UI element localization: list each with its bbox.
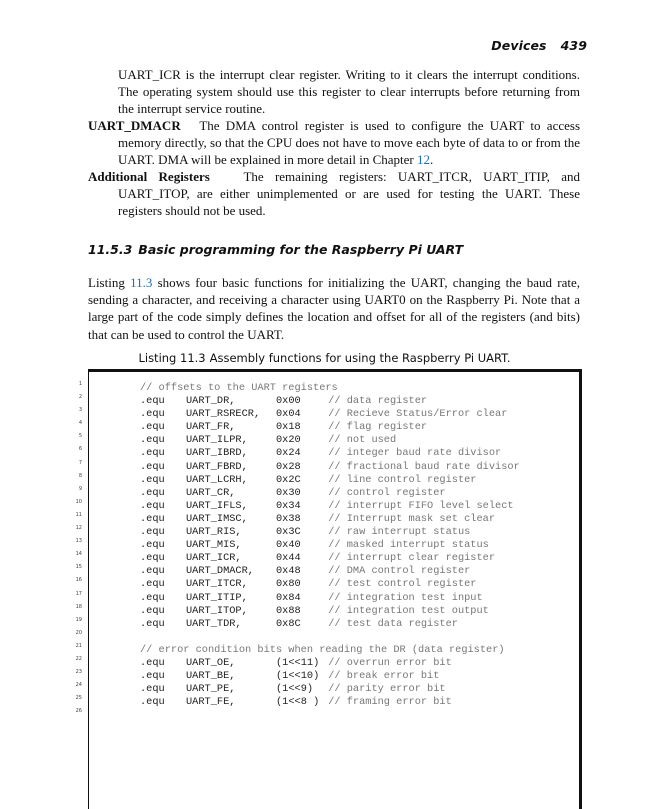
code-value: 0x00 [276, 395, 301, 408]
line-number: 2 [78, 394, 82, 401]
code-line [140, 631, 520, 644]
code-comment: // data register [328, 395, 428, 408]
code-value: 0x3C [276, 526, 301, 539]
code-line [140, 447, 520, 460]
code-value: 0x40 [276, 539, 301, 552]
intro-text-start: Listing [88, 275, 125, 290]
code-comment: // framing error bit [328, 696, 452, 709]
code-line [140, 421, 520, 434]
code-symbol: UART_IMSC, [186, 512, 248, 525]
code-symbol: UART_IBRD, [186, 447, 248, 460]
line-number: 14 [75, 551, 82, 558]
code-symbol: UART_DMACR, [186, 565, 254, 578]
code-directive: .equ [140, 696, 165, 709]
code-directive: .equ [140, 670, 165, 683]
code-directive: .equ [140, 526, 165, 539]
code-value: 0x8C [276, 617, 301, 630]
line-number: 11 [75, 511, 82, 518]
intro-paragraph [88, 274, 580, 343]
code-value: 0x80 [276, 578, 301, 591]
code-symbol: UART_MIS, [186, 539, 242, 552]
code-comment: // interrupt FIFO level select [328, 499, 514, 512]
register-descriptions [88, 66, 580, 219]
caption-text: Assembly functions for using the Raspberry Pi UART. [209, 351, 511, 365]
code-line [140, 513, 520, 526]
line-number: 6 [78, 446, 82, 453]
code-directive: .equ [140, 683, 165, 696]
code-comment: // integration test input [328, 591, 483, 604]
code-symbol: UART_TDR, [186, 617, 242, 630]
code-value: 0x24 [276, 447, 301, 460]
code-value: 0x18 [276, 421, 301, 434]
code-symbol: UART_OE, [186, 656, 236, 669]
code-comment: // flag register [328, 421, 428, 434]
section-title: Basic programming for the Raspberry Pi UART [138, 242, 464, 257]
code-line [140, 526, 520, 539]
code-comment: // offsets to the UART registers [140, 382, 338, 394]
code-comment: // control register [328, 486, 446, 499]
dmacr-definition [88, 117, 580, 168]
code-symbol: UART_IFLS, [186, 499, 248, 512]
additional-registers-term: Additional Registers [88, 169, 210, 184]
code-comment: // interrupt clear register [328, 552, 496, 565]
line-number: 21 [75, 642, 82, 649]
code-symbol: UART_FE, [186, 696, 236, 709]
code-comment: // overrun error bit [328, 656, 452, 669]
code-symbol: UART_ITCR, [186, 578, 248, 591]
code-value: 0x34 [276, 499, 301, 512]
code-comment: // line control register [328, 473, 477, 486]
dmacr-text-end: . [430, 152, 434, 167]
line-number: 9 [78, 485, 82, 492]
chapter-link[interactable]: 12 [417, 152, 430, 167]
code-value: (1<<11) [276, 656, 320, 669]
code-directive: .equ [140, 421, 165, 434]
code-value: 0x20 [276, 434, 301, 447]
line-number: 24 [75, 682, 82, 689]
code-directive: .equ [140, 565, 165, 578]
code-value: 0x48 [276, 565, 301, 578]
line-number: 13 [75, 538, 82, 545]
code-comment: // break error bit [328, 670, 440, 683]
code-directive: .equ [140, 591, 165, 604]
code-line [140, 592, 520, 605]
code-line [140, 539, 520, 552]
line-number: 4 [78, 420, 82, 427]
intro-text-rest: shows four basic functions for initializing the UART, changing the baud rate, sending a character, and receiving a character using UART0 on the Raspberry Pi. Note that a large part of the code simply defines the location and offset for all of the registers (and bits) that can be used to control the UART. [88, 275, 580, 342]
code-directive: .equ [140, 578, 165, 591]
code-directive: .equ [140, 539, 165, 552]
code-value: (1<<8 ) [276, 696, 320, 709]
code-symbol: UART_CR, [186, 486, 236, 499]
listing-caption [0, 351, 649, 365]
code-comment: // not used [328, 434, 397, 447]
code-directive: .equ [140, 656, 165, 669]
code-value: 0x30 [276, 486, 301, 499]
additional-registers-text: The remaining registers: UART_ITCR, UART_ITIP, and UART_ITOP, are either unimplemented or are used for testing the UART. These registers should not be used. [118, 169, 580, 218]
line-number: 7 [78, 459, 82, 466]
code-comment: // integration test output [328, 604, 489, 617]
code-line [140, 500, 520, 513]
code-line [140, 644, 520, 657]
code-directive: .equ [140, 552, 165, 565]
code-symbol: UART_ICR, [186, 552, 242, 565]
code-value: 0x88 [276, 604, 301, 617]
code-directive: .equ [140, 447, 165, 460]
code-symbol: UART_DR, [186, 395, 236, 408]
dmacr-text: The DMA control register is used to configure the UART to access memory directly, so that the CPU does not have to move each byte of data to or from the UART. DMA will be explained in more detail in Chapter [118, 118, 581, 167]
code-symbol: UART_FR, [186, 421, 236, 434]
code-value: (1<<10) [276, 670, 320, 683]
code-comment: // parity error bit [328, 683, 446, 696]
code-directive: .equ [140, 486, 165, 499]
code-line [140, 474, 520, 487]
line-number: 20 [75, 629, 82, 636]
code-line [140, 683, 520, 696]
code-listing [140, 382, 520, 709]
code-line [140, 605, 520, 618]
code-directive: .equ [140, 434, 165, 447]
code-line [140, 578, 520, 591]
line-number: 23 [75, 669, 82, 676]
code-symbol: UART_RSRECR, [186, 408, 261, 421]
line-numbers [60, 378, 82, 718]
code-symbol: UART_LCRH, [186, 473, 248, 486]
code-comment: // integer baud rate divisor [328, 447, 502, 460]
code-comment: // raw interrupt status [328, 526, 471, 539]
code-line [140, 382, 520, 395]
caption-label: Listing 11.3 [138, 351, 206, 365]
section-number: 11.5.3 [88, 242, 133, 257]
header-page-number: 439 [560, 38, 587, 53]
code-directive: .equ [140, 395, 165, 408]
code-line [140, 618, 520, 631]
code-symbol: UART_ITOP, [186, 604, 248, 617]
listing-link[interactable]: 11.3 [130, 275, 153, 290]
code-value: (1<<9) [276, 683, 320, 696]
code-comment: // masked interrupt status [328, 539, 489, 552]
code-comment: // test control register [328, 578, 477, 591]
code-value: 0x84 [276, 591, 301, 604]
code-value: 0x04 [276, 408, 301, 421]
line-number: 26 [75, 708, 82, 715]
additional-registers-definition [88, 168, 580, 219]
line-number: 15 [75, 564, 82, 571]
code-directive: .equ [140, 460, 165, 473]
code-symbol: UART_FBRD, [186, 460, 248, 473]
running-header [491, 38, 587, 53]
header-section-title: Devices [491, 38, 547, 53]
code-symbol: UART_RIS, [186, 526, 242, 539]
line-number: 22 [75, 655, 82, 662]
code-line [140, 657, 520, 670]
line-number: 8 [78, 472, 82, 479]
icr-paragraph: UART_ICR is the interrupt clear register. Writing to it clears the interrupt conditions. The operating system should use this register to clear interrupts before returning from the interrupt service routine. [118, 67, 580, 116]
code-value: 0x38 [276, 512, 301, 525]
code-line [140, 408, 520, 421]
code-symbol: UART_PE, [186, 683, 236, 696]
code-directive: .equ [140, 617, 165, 630]
code-directive: .equ [140, 512, 165, 525]
code-directive: .equ [140, 473, 165, 486]
code-symbol: UART_ILPR, [186, 434, 248, 447]
code-directive: .equ [140, 604, 165, 617]
code-comment: // test data register [328, 617, 458, 630]
line-number: 12 [75, 525, 82, 532]
line-number: 25 [75, 695, 82, 702]
code-line [140, 696, 520, 709]
code-directive: .equ [140, 408, 165, 421]
code-comment: // Interrupt mask set clear [328, 512, 496, 525]
code-comment: // Recieve Status/Error clear [328, 408, 508, 421]
code-comment: // fractional baud rate divisor [328, 460, 520, 473]
code-line [140, 395, 520, 408]
dmacr-term: UART_DMACR [88, 118, 181, 133]
code-comment: // error condition bits when reading the DR (data register) [140, 643, 505, 656]
code-value: 0x2C [276, 473, 301, 486]
line-number: 17 [75, 590, 82, 597]
code-line [140, 552, 520, 565]
code-value: 0x28 [276, 460, 301, 473]
code-symbol: UART_ITIP, [186, 591, 248, 604]
code-directive: .equ [140, 499, 165, 512]
code-line [140, 670, 520, 683]
line-number: 18 [75, 603, 82, 610]
code-line [140, 565, 520, 578]
line-number: 3 [78, 407, 82, 414]
code-line [140, 461, 520, 474]
code-line [140, 434, 520, 447]
line-number: 16 [75, 577, 82, 584]
line-number: 1 [78, 381, 82, 387]
code-symbol: UART_BE, [186, 670, 236, 683]
code-comment: // DMA control register [328, 565, 471, 578]
line-number: 5 [78, 433, 82, 440]
code-line [140, 487, 520, 500]
section-heading [88, 242, 463, 257]
line-number: 19 [75, 616, 82, 623]
line-number: 10 [75, 498, 82, 505]
code-value: 0x44 [276, 552, 301, 565]
